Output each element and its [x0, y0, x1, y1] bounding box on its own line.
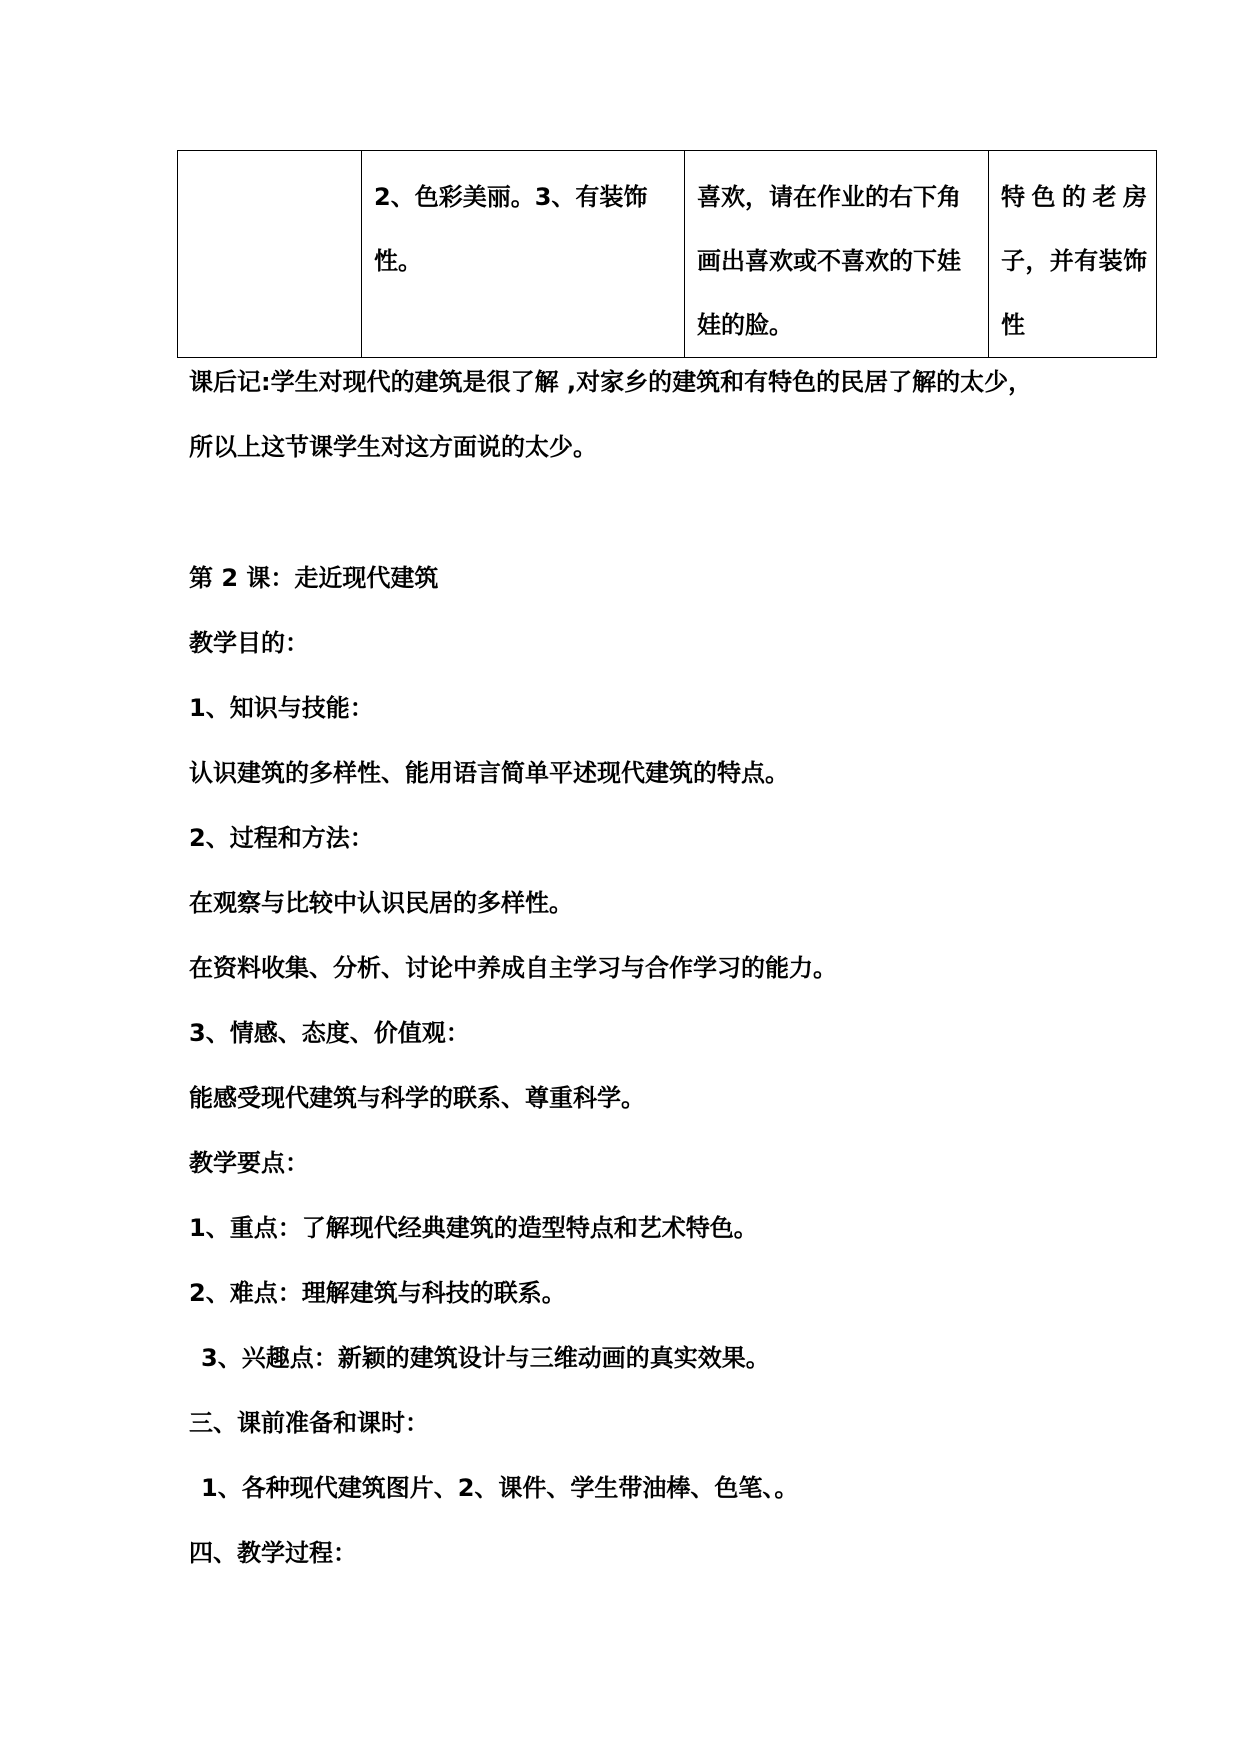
after-note-line-1: 课后记:学生对现代的建筑是很了解 ,对家乡的建筑和有特色的民居了解的太少， — [189, 368, 1033, 396]
point-3: 3、兴趣点：新颖的建筑设计与三维动画的真实效果。 — [201, 1344, 770, 1372]
table-row — [178, 151, 1157, 358]
after-note-line-2: 所以上这节课学生对这方面说的太少。 — [189, 433, 597, 461]
goal2-text-2: 在资料收集、分析、讨论中养成自主学习与合作学习的能力。 — [189, 954, 837, 982]
prep-heading: 三、课前准备和课时： — [189, 1409, 429, 1437]
table-cell-empty — [178, 151, 362, 358]
goal3-heading: 3、情感、态度、价值观： — [189, 1019, 470, 1047]
lesson-title: 第 2 课：走近现代建筑 — [189, 564, 439, 592]
prep-text: 1、各种现代建筑图片、2、课件、学生带油棒、色笔、。 — [201, 1474, 799, 1502]
lesson-table-continuation — [177, 150, 1157, 358]
point-1: 1、重点：了解现代经典建筑的造型特点和艺术特色。 — [189, 1214, 758, 1242]
goal2-heading: 2、过程和方法： — [189, 824, 374, 852]
point-2: 2、难点：理解建筑与科技的联系。 — [189, 1279, 566, 1307]
points-heading: 教学要点： — [189, 1149, 309, 1177]
goal2-text-1: 在观察与比较中认识民居的多样性。 — [189, 889, 573, 917]
table-cell-summary: 特色的老房子，并有装饰性 — [989, 151, 1157, 358]
table-cell-assignment: 喜欢，请在作业的右下角画出喜欢或不喜欢的下娃娃的脸。 — [685, 151, 989, 358]
goal1-text: 认识建筑的多样性、能用语言简单平述现代建筑的特点。 — [189, 759, 789, 787]
goal3-text: 能感受现代建筑与科学的联系、尊重科学。 — [189, 1084, 645, 1112]
process-heading: 四、教学过程： — [189, 1539, 357, 1567]
table-cell-features: 2、色彩美丽。3、有装饰性。 — [362, 151, 685, 358]
goal1-heading: 1、知识与技能： — [189, 694, 374, 722]
goals-heading: 教学目的： — [189, 629, 309, 657]
